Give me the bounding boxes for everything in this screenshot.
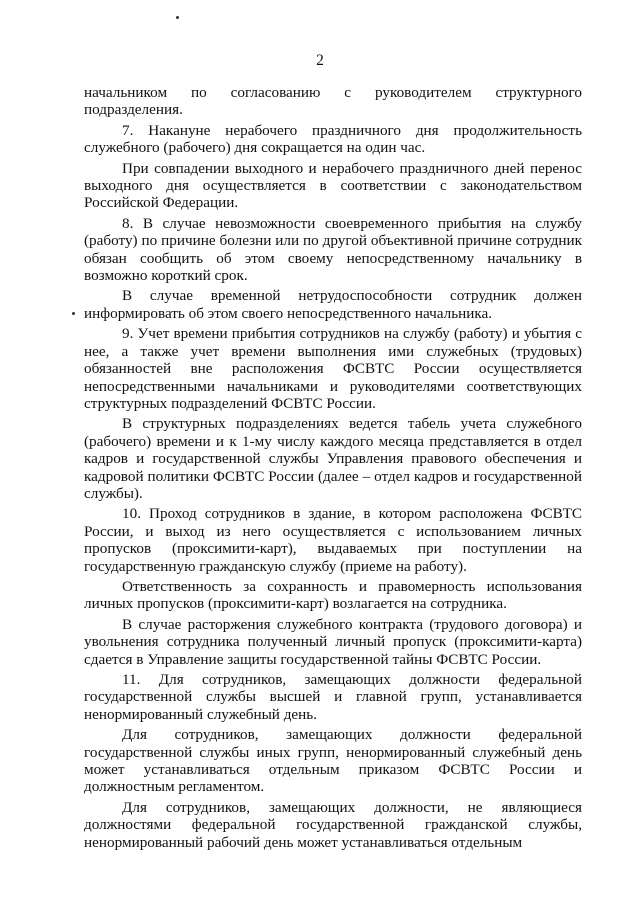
paragraph: В случае расторжения служебного контракта (трудового договора) и увольнения сотрудника полученный личный пропуск (проксимити-карта) сдается в Управление защиты государственной тайны ФСВТС России. (84, 615, 582, 668)
paragraph: В структурных подразделениях ведется табель учета служебного (рабочего) времени и к 1-му числу каждого месяца представляется в отдел кадров и государственной службы Управления правового обеспечения и кадровой политики ФСВТС России (далее – отдел кадров и государственной службы). (84, 415, 582, 502)
paragraph: В случае временной нетрудоспособности сотрудник должен информировать об этом своего непосредственного начальника. (84, 287, 582, 322)
paragraph: При совпадении выходного и нерабочего праздничного дней перенос выходного дня осуществляется в соответствии с законодательством Российской Федерации. (84, 159, 582, 212)
paragraph: 10. Проход сотрудников в здание, в котором расположена ФСВТС России, и выход из него осуществляется с использованием личных пропусков (проксимити-карт), выдаваемых при поступлении на государственную гражданскую службу (приеме на работу). (84, 505, 582, 575)
paragraph: 8. В случае невозможности своевременного прибытия на службу (работу) по причине болезни или по другой объективной причине сотрудник обязан сообщить об этом своему непосредственному начальнику в возможно короткий срок. (84, 214, 582, 285)
paragraph: 9. Учет времени прибытия сотрудников на службу (работу) и убытия с нее, а также учет времени выполнения ими служебных (трудовых) обязанностей вне расположения ФСВТС России осуществляется непосредственными начальниками и руководителями соответствующих структурных подразделений ФСВТС России. (84, 325, 582, 412)
paragraph: Для сотрудников, замещающих должности, не являющиеся должностями федеральной государственной гражданской службы, ненормированный рабочий день может устанавливаться отдельным (84, 798, 582, 851)
scan-speck (176, 16, 179, 19)
paragraph: 7. Накануне нерабочего праздничного дня продолжительность служебного (рабочего) дня сокращается на один час. (84, 121, 582, 157)
document-body (84, 84, 582, 854)
paragraph: 11. Для сотрудников, замещающих должности федеральной государственной службы высшей и главной групп, устанавливается ненормированный служебный день. (84, 671, 582, 723)
page-number: 2 (316, 52, 324, 69)
paragraph: Ответственность за сохранность и правомерность использования личных пропусков (проксимити-карт) возлагается на сотрудника. (84, 577, 582, 613)
paragraph: Для сотрудников, замещающих должности федеральной государственной службы иных групп, ненормированный служебный день может устанавливаться отдельным приказом ФСВТС России и должностным регламентом. (84, 726, 582, 796)
scan-speck (72, 312, 75, 315)
paragraph: начальником по согласованию с руководителем структурного подразделения. (84, 84, 582, 119)
